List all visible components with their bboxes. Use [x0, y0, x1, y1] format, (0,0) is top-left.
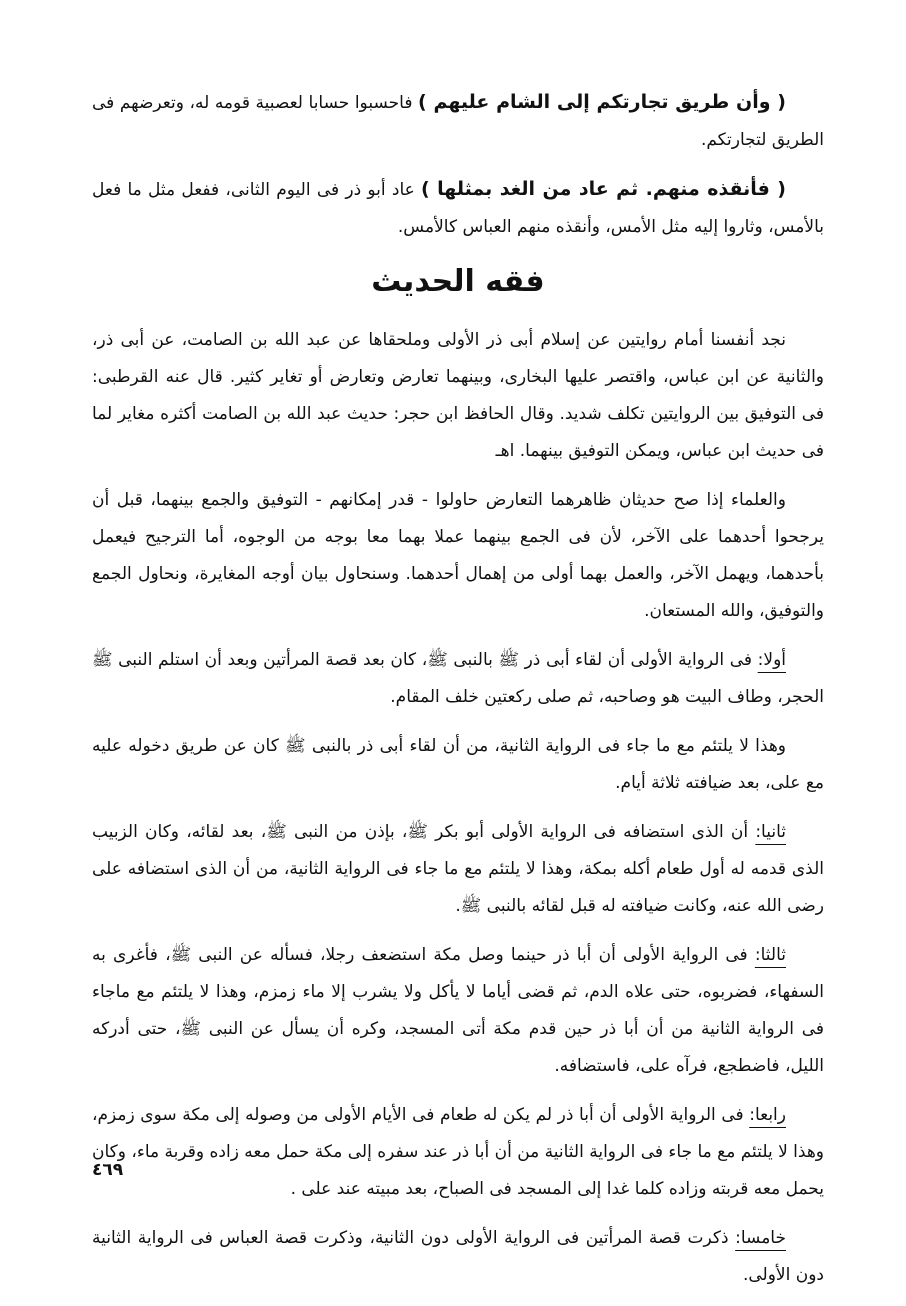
point-label: خامسا:	[735, 1228, 786, 1248]
point-fifth	[92, 1220, 824, 1294]
commentary-text: فاحسبوا حسابا لعصبية قومه له، وتعرضهم فى الطريق لتجارتكم.	[92, 93, 824, 150]
point-text: أن الذى استضافه فى الرواية الأولى أبو بكر ﷺ، بإذن من النبى ﷺ، بعد لقائه، وكان الزبيب الذى قدمه له أول طعام أكله بمكة، وهذا لا يلتئم مع ما جاء فى الرواية الثانية، من أن الذى استضافه على رضى الله عنه، وكانت ضيافته له قبل لقائه بالنبى ﷺ.	[92, 822, 824, 916]
point-second	[92, 814, 824, 925]
section-heading: فقه الحديث	[371, 264, 545, 299]
paragraph-reconciliation: والعلماء إذا صح حديثان ظاهرهما التعارض حاولوا - قدر إمكانهم - التوفيق والجمع بينهما، قبل أن يرجحوا أحدهما على الآخر، لأن فى الجمع بينهما عملا بهما معا بوجه من الوجوه، أما الترجيح فيعمل بأحدهما، ويهمل الآخر، والعمل بهما أولى من إهمال أحدهما. وسنحاول بيان أوجه المغايرة، ونحاول الجمع والتوفيق، والله المستعان.	[92, 490, 824, 621]
point-text: فى الرواية الأولى أن لقاء أبى ذر ﷺ بالنبى ﷺ، كان بعد قصة المرأتين وبعد أن استلم النبى ﷺ الحجر، وطاف البيت هو وصاحبه، ثم صلى ركعتين خلف المقام.	[92, 650, 824, 707]
page-number: ٤٦٩	[92, 1160, 124, 1180]
quoted-hadith-phrase: ( فأنقذه منهم. ثم عاد من الغد بمثلها )	[421, 178, 786, 200]
point-label: ثالثا:	[754, 945, 786, 965]
point-text: فى الرواية الأولى أن أبا ذر حينما وصل مكة استضعف رجلا، فسأله عن النبى ﷺ، فأغرى به السفهاء، فضربوه، حتى علاه الدم، ثم قضى أياما لا يأكل ولا يشرب إلا ماء زمزم، وهذا لا يلتئم مع ماجاء فى الرواية الثانية من أن أبا ذر حين قدم مكة أتى المسجد، وكره أن يسأل عن النبى ﷺ، حتى أدركه الليل، فاضطجع، فرآه على، فاستضافه.	[92, 945, 824, 1076]
point-label: ثانيا:	[755, 822, 786, 842]
quoted-hadith-phrase: ( وأن طريق تجارتكم إلى الشام عليهم )	[418, 91, 786, 113]
paragraph-intro-narrations: نجد أنفسنا أمام روايتين عن إسلام أبى ذر الأولى وملحقاها عن عبد الله بن الصامت، عن أبى ذر، والثانية عن ابن عباس، واقتصر عليها البخارى، وبينهما تعارض وتعارض أو تغاير كثير. قال عنه القرطبى: فى التوفيق بين الروايتين تكلف شديد. وقال الحافظ ابن حجر: حديث عبد الله بن الصامت أكثره مغاير لما فى حديث ابن عباس، ويمكن التوفيق بينهما. اهـ	[92, 330, 824, 461]
document-page	[92, 84, 824, 1306]
commentary-text: عاد أبو ذر فى اليوم الثانى، ففعل مثل ما فعل بالأمس، وثاروا إليه مثل الأمس، وأنقذه منهم العباس كالأمس.	[92, 180, 824, 237]
paragraph-trade-route	[92, 84, 824, 159]
point-third	[92, 937, 824, 1085]
point-first	[92, 642, 824, 716]
point-text: وهذا لا يلتئم مع ما جاء فى الرواية الثانية، من أن لقاء أبى ذر بالنبى ﷺ كان عن طريق دخوله عليه مع على، بعد ضيافته ثلاثة أيام.	[92, 736, 824, 793]
point-text: ذكرت قصة المرأتين فى الرواية الأولى دون الثانية، وذكرت قصة العباس فى الرواية الثانية دون الأولى.	[92, 1228, 824, 1285]
point-label: أولا:	[757, 650, 786, 670]
point-text: فى الرواية الأولى أن أبا ذر لم يكن له طعام فى الأيام الأولى من وصوله إلى مكة سوى زمزم، وهذا لا يلتئم مع ما جاء فى الرواية الثانية من أن أبا ذر عند سفره إلى مكة حمل معه زاده وقربة ماء، وكان يحمل معه قربته وزاده كلما غدا إلى المسجد فى الصباح، بعد مبيته عند على .	[91, 1105, 824, 1199]
point-fourth	[92, 1097, 824, 1208]
point-label: رابعا:	[749, 1105, 786, 1125]
point-first-contrast	[92, 728, 824, 802]
paragraph-rescue	[92, 171, 824, 246]
